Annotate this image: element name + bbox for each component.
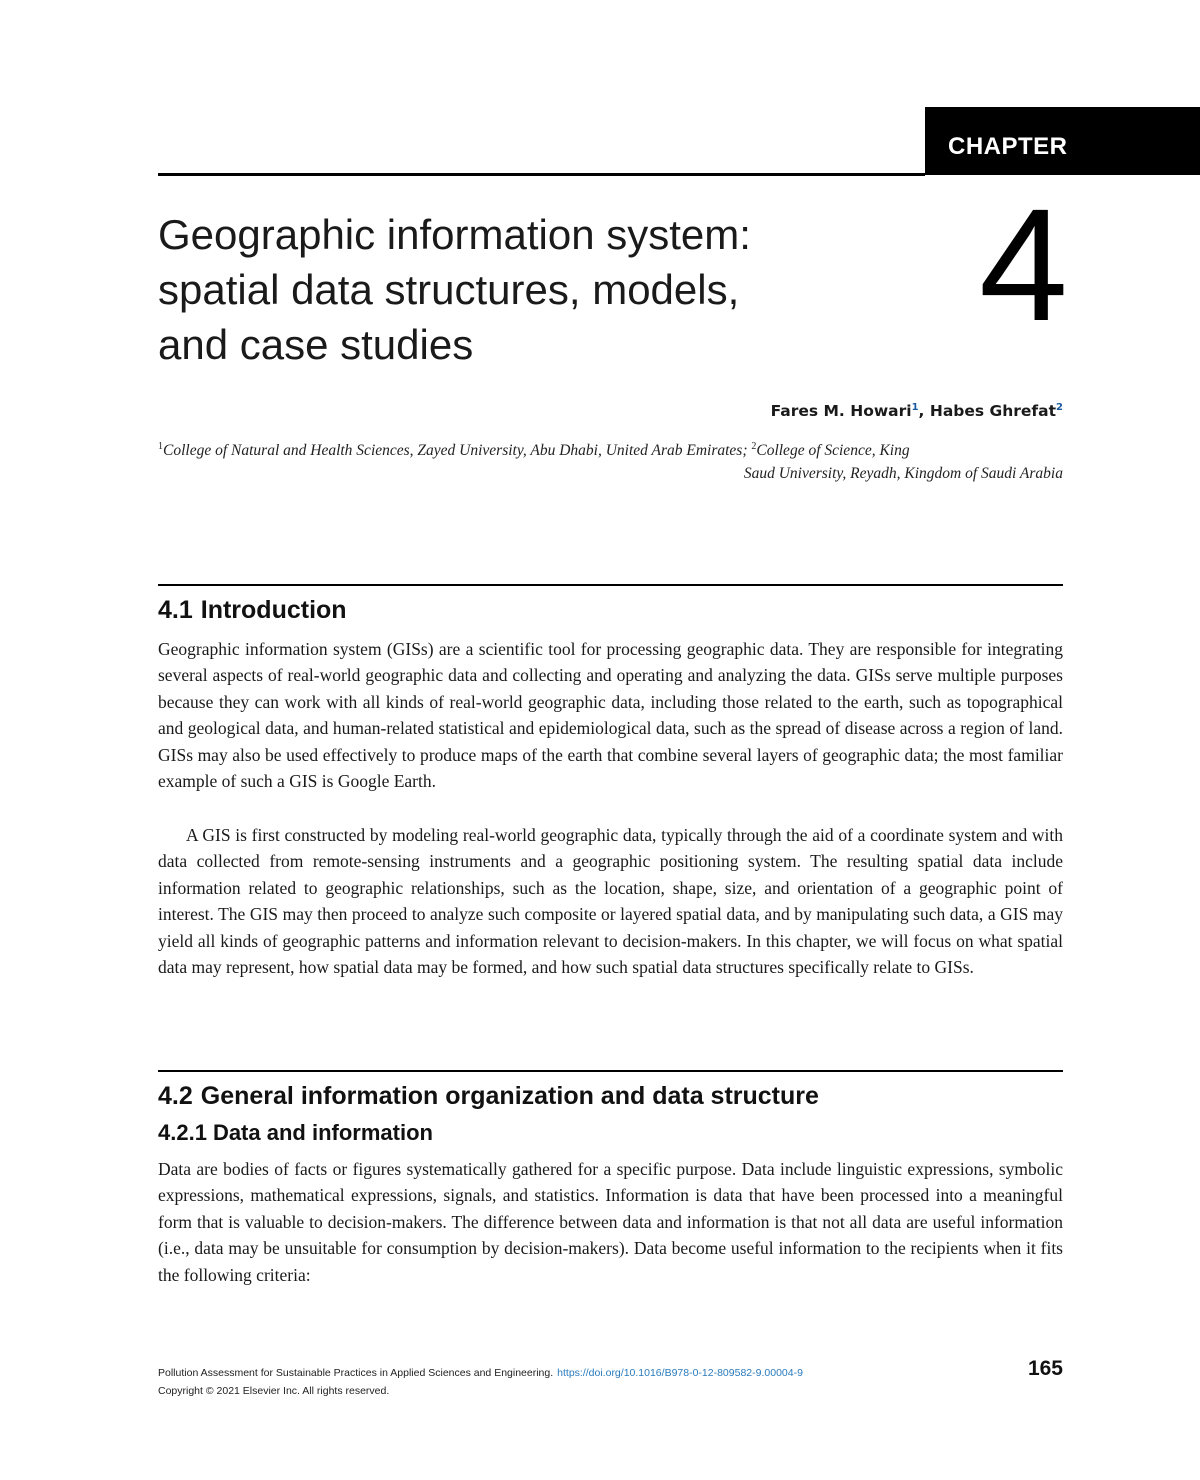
footer-citation bbox=[158, 1367, 803, 1379]
chapter-title bbox=[158, 207, 878, 372]
author-affiliation-marker[interactable]: 2 bbox=[1056, 402, 1063, 413]
section-number: 4.2 bbox=[158, 1082, 193, 1110]
author-list bbox=[771, 402, 1063, 420]
subsection-number: 4.2.1 bbox=[158, 1120, 207, 1145]
section-title: Introduction bbox=[200, 596, 347, 624]
affiliation-text: College of Natural and Health Sciences, Zayed University, Abu Dhabi, United Arab Emirates; bbox=[163, 442, 752, 460]
subsection-title: Data and information bbox=[212, 1120, 433, 1145]
affiliation-text: College of Science, King bbox=[756, 442, 910, 460]
section-title: General information organization and data structure bbox=[200, 1082, 819, 1110]
chapter-tab bbox=[925, 107, 1200, 175]
affiliation-line bbox=[158, 434, 1063, 464]
author-separator: , bbox=[918, 402, 930, 421]
page-number: 165 bbox=[1027, 1357, 1063, 1380]
body-paragraph: Data are bodies of facts or figures systematically gathered for a specific purpose. Data include linguistic expressions, symbolic expressions, mathematical expressions, signals, and statistics. Information is data that have been processed into a meaningful form that is valuable to decision-makers. The difference between data and information is that not all data are useful information (i.e., data may be unsuitable for consumption by decision-makers). Data become useful information to the recipients when it fits the following criteria: bbox=[158, 1159, 1063, 1285]
body-paragraph: Geographic information system (GISs) are a scientific tool for processing geographic data. They are responsible for integrating several aspects of real-world geographic data and collecting and operating and analyzing the data. GISs serve multiple purposes because they can work with all kinds of real-world geographic data, including those related to the earth, such as topographical and geological data, and human-related statistical and epidemiological data, such as the spread of disease across a region of land. GISs may also be used effectively to produce maps of the earth that combine several layers of geographic data; the most familiar example of such a GIS is Google Earth. bbox=[158, 639, 1063, 792]
author-affiliation-marker[interactable]: 1 bbox=[911, 402, 919, 413]
author-name[interactable]: Fares M. Howari bbox=[770, 402, 912, 421]
doi-link[interactable]: https://doi.org/10.1016/B978-0-12-809582-9.00004-9 bbox=[557, 1367, 803, 1379]
chapter-number: 4 bbox=[979, 175, 1068, 354]
chapter-label: CHAPTER bbox=[948, 133, 1068, 160]
author-name[interactable]: Habes Ghrefat bbox=[929, 402, 1057, 421]
section-heading bbox=[158, 1082, 819, 1111]
body-paragraph: A GIS is first constructed by modeling real-world geographic data, typically through the aid of a coordinate system and with data collected from remote-sensing instruments and a geographic positioning system. The resulting spatial data include information related to geographic relationships, such as the location, shape, size, and orientation of a geographic point of interest. The GIS may then proceed to analyze such composite or layered spatial data, and by manipulating such data, a GIS may yield all kinds of geographic patterns and information relevant to decision-makers. In this chapter, we will focus on what spatial data may represent, how spatial data may be formed, and how such spatial data structures specifically relate to GISs. bbox=[158, 825, 1063, 978]
copyright-notice: Copyright © 2021 Elsevier Inc. All rights reserved. bbox=[158, 1385, 390, 1397]
subsection-heading bbox=[158, 1120, 433, 1146]
affiliation-line: Saud University, Reyadh, Kingdom of Saudi Arabia bbox=[743, 465, 1063, 482]
section-rule bbox=[158, 584, 1063, 586]
title-line: and case studies bbox=[158, 321, 474, 368]
title-line: Geographic information system: bbox=[158, 211, 751, 258]
section-number: 4.1 bbox=[158, 596, 193, 624]
section-heading bbox=[158, 596, 347, 625]
affiliation-marker: 1 bbox=[158, 441, 163, 452]
title-line: spatial data structures, models, bbox=[158, 266, 740, 313]
affiliation-marker: 2 bbox=[751, 441, 757, 452]
top-rule bbox=[158, 173, 925, 176]
book-title: Pollution Assessment for Sustainable Practices in Applied Sciences and Engineering. bbox=[158, 1367, 554, 1379]
section-rule bbox=[158, 1070, 1063, 1072]
